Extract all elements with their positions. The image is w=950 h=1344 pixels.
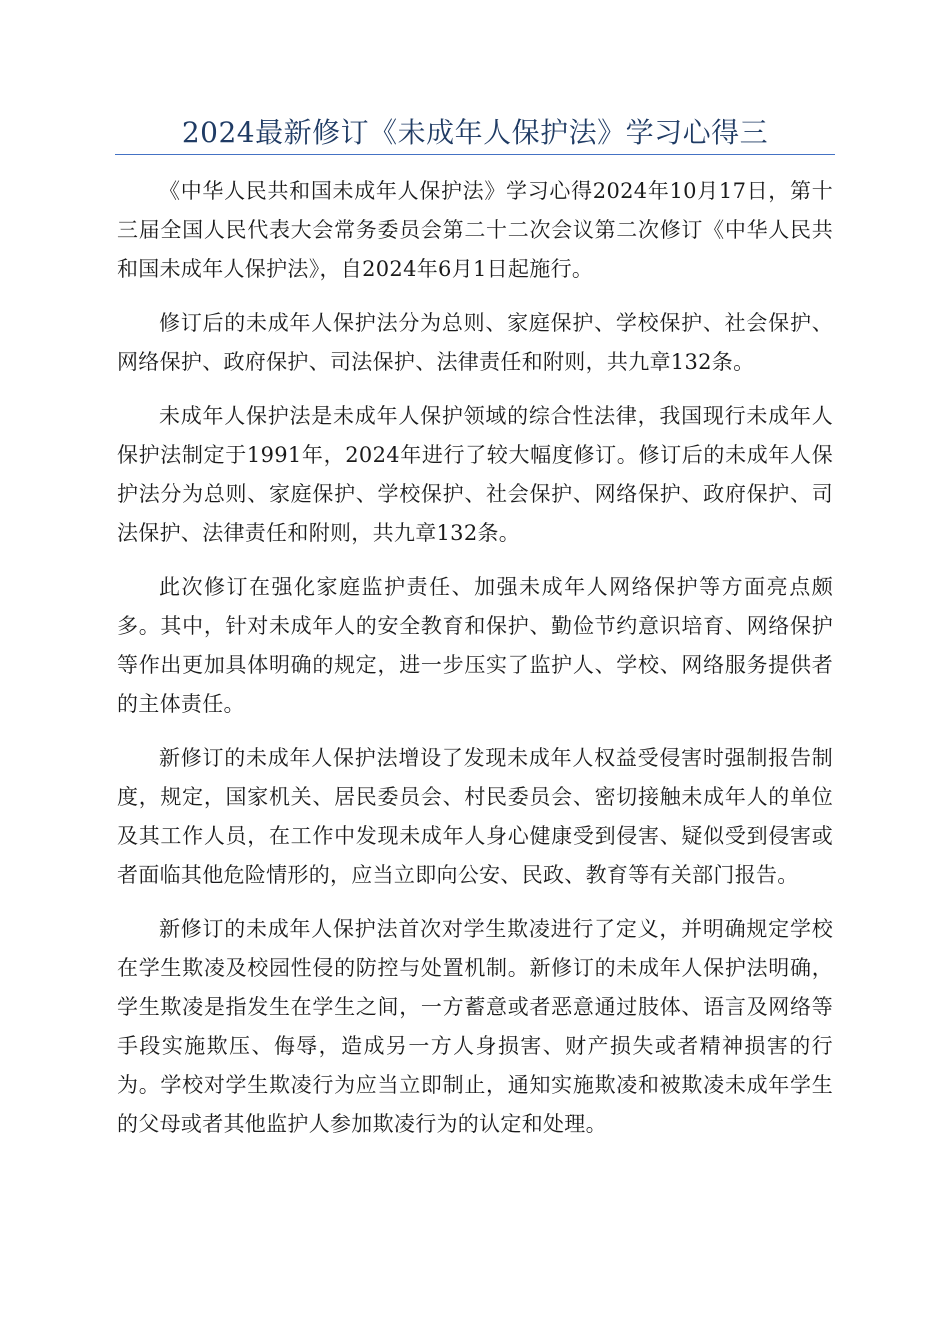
paragraph-2: 修订后的未成年人保护法分为总则、家庭保护、学校保护、社会保护、网络保护、政府保护、司法保护、法律责任和附则，共九章132条。 (117, 311, 833, 374)
paragraph-3: 未成年人保护法是未成年人保护领域的综合性法律，我国现行未成年人保护法制定于1991年，2024年进行了较大幅度修订。修订后的未成年人保护法分为总则、家庭保护、学校保护、社会保护、网络保护、政府保护、司法保护、法律责任和附则，共九章132条。 (117, 404, 833, 545)
paragraph-4: 此次修订在强化家庭监护责任、加强未成年人网络保护等方面亮点颇多。其中，针对未成年人的安全教育和保护、勤俭节约意识培育、网络保护等作出更加具体明确的规定，进一步压实了监护人、学校、网络服务提供者的主体责任。 (117, 575, 833, 716)
document-body (117, 172, 833, 1159)
paragraph-6: 新修订的未成年人保护法首次对学生欺凌进行了定义，并明确规定学校在学生欺凌及校园性侵的防控与处置机制。新修订的未成年人保护法明确，学生欺凌是指发生在学生之间，一方蓄意或者恶意通过肢体、语言及网络等手段实施欺压、侮辱，造成另一方人身损害、财产损失或者精神损害的行为。学校对学生欺凌行为应当立即制止，通知实施欺凌和被欺凌未成年学生的父母或者其他监护人参加欺凌行为的认定和处理。 (117, 917, 833, 1136)
paragraph-5: 新修订的未成年人保护法增设了发现未成年人权益受侵害时强制报告制度，规定，国家机关、居民委员会、村民委员会、密切接触未成年人的单位及其工作人员，在工作中发现未成年人身心健康受到侵害、疑似受到侵害或者面临其他危险情形的，应当立即向公安、民政、教育等有关部门报告。 (117, 746, 833, 887)
title-underline (115, 154, 835, 155)
document-title: 2024最新修订《未成年人保护法》学习心得三 (181, 116, 769, 149)
paragraph-1: 《中华人民共和国未成年人保护法》学习心得2024年10月17日，第十三届全国人民代表大会常务委员会第二十二次会议第二次修订《中华人民共和国未成年人保护法》，自2024年6月1日起施行。 (117, 179, 833, 281)
